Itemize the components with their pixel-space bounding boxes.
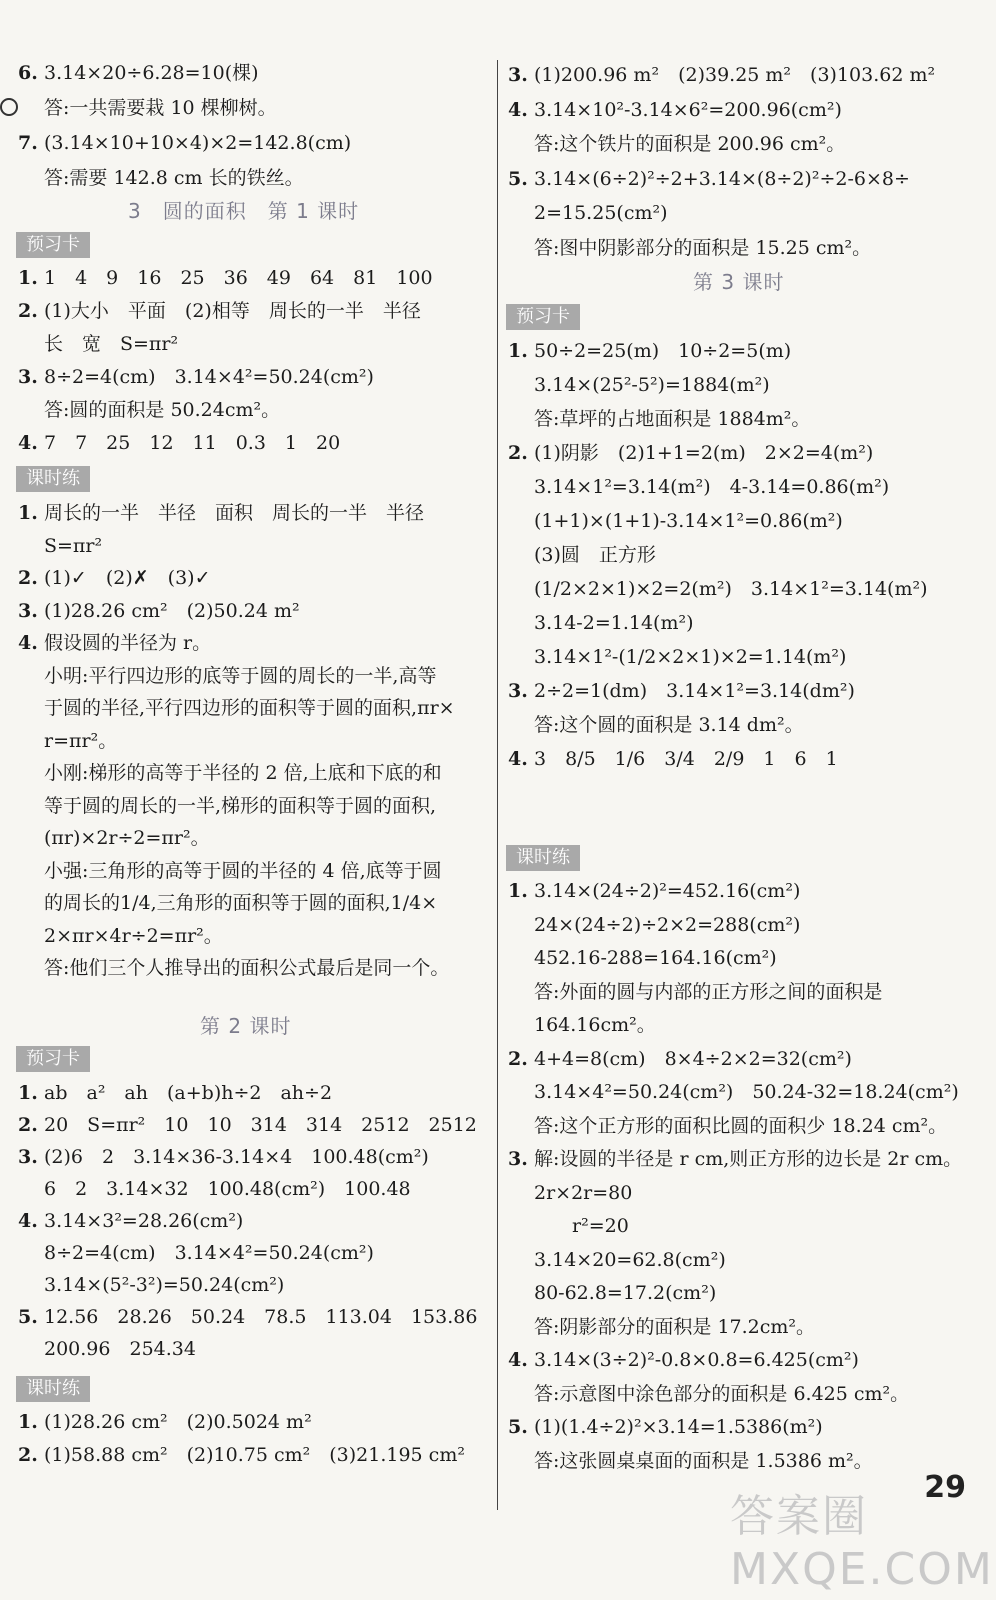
answer-line xyxy=(18,760,442,786)
answer-line xyxy=(18,60,259,86)
answer-line xyxy=(508,200,668,226)
answer-text: 8÷2=4(cm) 3.14×4²=50.24(cm²) xyxy=(44,1242,374,1264)
answer-text: 452.16-288=164.16(cm²) xyxy=(534,947,777,969)
answer-text: 小强:三角形的高等于圆的半径的 4 倍,底等于圆 xyxy=(44,859,442,882)
answer-text: 2÷2=1(dm) 3.14×1²=3.14(dm²) xyxy=(534,680,855,702)
answer-text: 3.14×(24÷2)²=452.16(cm²) xyxy=(534,880,801,902)
answer-text: ab a² ah (a+b)h÷2 ah÷2 xyxy=(44,1082,333,1104)
answer-line xyxy=(508,878,800,904)
item-number: 1. xyxy=(18,1411,38,1433)
answer-text: 1 4 9 16 25 36 49 64 81 100 xyxy=(44,267,433,289)
answer-line xyxy=(508,97,842,123)
section-title-lesson1: 3 圆的面积 第 1 课时 xyxy=(128,199,360,223)
answer-text: 小刚:梯形的高等于半径的 2 倍,上底和下底的和 xyxy=(44,762,442,784)
answer-line xyxy=(18,130,351,156)
answer-line xyxy=(508,1146,962,1172)
answer-line xyxy=(18,298,421,324)
answer-line xyxy=(508,474,889,500)
answer-line xyxy=(18,598,300,624)
answer-text: 2×πr×4r÷2=πr²。 xyxy=(44,924,223,947)
answer-line xyxy=(508,406,810,432)
answer-text: S=πr² xyxy=(44,534,103,557)
answer-text: 200.96 254.34 xyxy=(44,1338,196,1360)
answer-text: 2=15.25(cm²) xyxy=(534,202,668,224)
item-number: 5. xyxy=(508,1416,528,1438)
item-number: 1. xyxy=(18,502,38,524)
answer-line xyxy=(508,508,843,534)
watermark: 答案圈 MXQE.COM xyxy=(730,1491,994,1595)
answer-text: 3.14×1²=3.14(m²) 4-3.14=0.86(m²) xyxy=(534,476,890,498)
item-number: 2. xyxy=(18,567,38,589)
item-number: 2. xyxy=(18,1444,38,1466)
answer-line xyxy=(18,1304,477,1330)
answer-line xyxy=(18,1240,374,1266)
item-number: 4. xyxy=(18,432,38,454)
answer-line xyxy=(18,1112,477,1138)
answer-line xyxy=(18,95,277,121)
answer-text: 3.14×10²-3.14×6²=200.96(cm²) xyxy=(534,98,842,121)
answer-text: (1+1)×(1+1)-3.14×1²=0.86(m²) xyxy=(534,510,843,532)
answer-text: 答:他们三个人推导出的面积公式最后是同一个。 xyxy=(44,957,450,979)
item-number: 1. xyxy=(18,267,38,289)
answer-line xyxy=(18,1272,284,1298)
answer-text: (1)28.26 cm² (2)0.5024 m² xyxy=(44,1411,312,1433)
answer-line xyxy=(508,644,846,670)
answer-text: 20 S=πr² 10 10 314 314 2512 2512 xyxy=(44,1114,477,1136)
answer-line xyxy=(508,576,928,602)
section-title-lesson2: 第 2 课时 xyxy=(200,1014,292,1038)
answer-text: (3)圆 正方形 xyxy=(534,544,656,566)
preview-card-tag: 预习卡 xyxy=(16,232,90,258)
answer-text: 假设圆的半径为 r。 xyxy=(44,632,212,654)
answer-line xyxy=(508,1012,656,1038)
answer-text: 3.14×(6÷2)²÷2+3.14×(8÷2)²÷2-6×8÷ xyxy=(534,167,910,190)
answer-line xyxy=(508,746,838,772)
item-number: 4. xyxy=(508,1349,528,1371)
answer-line xyxy=(508,979,882,1005)
answer-line xyxy=(18,695,455,721)
item-number: 1. xyxy=(508,340,528,362)
answer-text: (1)200.96 m² (2)39.25 m² (3)103.62 m² xyxy=(534,64,936,86)
answer-line xyxy=(18,793,436,819)
answer-line xyxy=(508,1180,632,1206)
answer-text: 24×(24÷2)÷2×2=288(cm²) xyxy=(534,913,801,936)
answer-text: 3.14×(3÷2)²-0.8×0.8=6.425(cm²) xyxy=(534,1349,859,1371)
answer-text: 2r×2r=80 xyxy=(534,1181,633,1204)
answer-line xyxy=(18,397,280,423)
answer-line xyxy=(508,1280,716,1306)
item-number: 6. xyxy=(18,62,38,84)
answer-text: 3 8/5 1/6 3/4 2/9 1 6 1 xyxy=(534,748,838,770)
answer-text: (1/2×2×1)×2=2(m²) 3.14×1²=3.14(m²) xyxy=(534,578,928,600)
answer-text: 3.14×4²=50.24(cm²) 50.24-32=18.24(cm²) xyxy=(534,1081,959,1103)
page-number: 29 xyxy=(924,1470,966,1505)
answer-line xyxy=(508,131,845,157)
left-column xyxy=(0,0,500,1500)
answer-line xyxy=(508,1347,859,1373)
answer-line xyxy=(508,542,656,568)
item-number: 7. xyxy=(18,132,38,154)
item-number: 3. xyxy=(508,1148,528,1170)
answer-line xyxy=(18,890,437,916)
preview-card-tag: 预习卡 xyxy=(16,1046,90,1072)
answer-text: 3.14×20÷6.28=10(棵) xyxy=(44,62,259,84)
answer-line xyxy=(508,945,777,971)
item-number: 4. xyxy=(508,748,528,770)
answer-line xyxy=(18,500,424,526)
answer-text: (1)28.26 cm² (2)50.24 m² xyxy=(44,599,300,622)
answer-text: (1)(1.4÷2)²×3.14=1.5386(m²) xyxy=(534,1416,823,1438)
answer-line xyxy=(18,165,304,191)
answer-text: (2)6 2 3.14×36-3.14×4 100.48(cm²) xyxy=(44,1146,429,1168)
answer-text: 答:阴影部分的面积是 17.2cm²。 xyxy=(534,1315,816,1338)
item-number: 2. xyxy=(508,1047,528,1070)
item-number: 5. xyxy=(508,167,528,190)
item-number: 1. xyxy=(18,1082,38,1104)
answer-text: 50÷2=25(m) 10÷2=5(m) xyxy=(534,340,792,362)
answer-line xyxy=(508,1113,947,1139)
answer-text: 3.14×20=62.8(cm²) xyxy=(534,1248,726,1271)
answer-line xyxy=(508,62,935,88)
answer-text: 3.14-2=1.14(m²) xyxy=(534,612,694,634)
answer-line xyxy=(508,1046,852,1072)
answer-line xyxy=(18,858,442,884)
answer-line xyxy=(508,1079,959,1105)
answer-text: 3.14×1²-(1/2×2×1)×2=1.14(m²) xyxy=(534,646,847,668)
answer-line xyxy=(508,1314,815,1340)
answer-line xyxy=(18,1208,243,1234)
answer-text: 80-62.8=17.2(cm²) xyxy=(534,1282,717,1304)
answer-text: 答:草坪的占地面积是 1884m²。 xyxy=(534,408,811,430)
item-number: 2. xyxy=(18,1114,38,1136)
answer-text: 答:图中阴影部分的面积是 15.25 cm²。 xyxy=(534,236,872,259)
answer-line xyxy=(18,923,223,949)
item-number: 3. xyxy=(18,1146,38,1168)
answer-line xyxy=(18,265,433,291)
answer-text: 答:外面的圆与内部的正方形之间的面积是 xyxy=(534,980,883,1003)
answer-text: 小明:平行四边形的底等于圆的周长的一半,高等 xyxy=(44,664,437,687)
answer-line xyxy=(508,166,910,192)
answer-text: 答:示意图中涂色部分的面积是 6.425 cm²。 xyxy=(534,1382,910,1405)
answer-line xyxy=(18,1144,429,1170)
item-number: 2. xyxy=(18,300,38,322)
answer-line xyxy=(18,1080,332,1106)
answer-text: 12.56 28.26 50.24 78.5 113.04 153.86 xyxy=(44,1306,478,1328)
answer-line xyxy=(508,912,800,938)
item-number: 1. xyxy=(508,880,528,902)
answer-text: 164.16cm²。 xyxy=(534,1014,656,1036)
answer-line xyxy=(508,610,694,636)
answer-text: 4+4=8(cm) 8×4÷2×2=32(cm²) xyxy=(534,1047,852,1070)
answer-text: 周长的一半 半径 面积 周长的一半 半径 xyxy=(44,502,425,524)
answer-line xyxy=(18,1336,196,1362)
answer-text: 解:设圆的半径是 r cm,则正方形的边长是 2r cm。 xyxy=(534,1148,963,1170)
answer-text: (1)✓ (2)✗ (3)✓ xyxy=(44,567,211,589)
answer-line xyxy=(18,1442,465,1468)
answer-line xyxy=(18,825,210,851)
answer-line xyxy=(18,1176,411,1202)
answer-text: 答:这个正方形的面积比圆的面积少 18.24 cm²。 xyxy=(534,1114,948,1137)
answer-text: 于圆的半径,平行四边形的面积等于圆的面积,πr× xyxy=(44,697,455,719)
right-column xyxy=(500,0,996,1500)
answer-text: 答:圆的面积是 50.24cm²。 xyxy=(44,399,281,421)
answer-text: 等于圆的周长的一半,梯形的面积等于圆的面积, xyxy=(44,794,437,817)
answer-line xyxy=(18,364,374,390)
item-number: 3. xyxy=(508,64,528,86)
answer-line xyxy=(18,955,449,981)
answer-line xyxy=(508,1247,726,1273)
answer-text: r=πr²。 xyxy=(44,729,118,752)
answer-text: 长 宽 S=πr² xyxy=(44,333,179,355)
answer-line xyxy=(18,565,211,591)
answer-line xyxy=(508,372,770,398)
answer-line xyxy=(18,663,436,689)
answer-text: 7 7 25 12 11 0.3 1 20 xyxy=(44,432,341,454)
answer-text: 的周长的1/4,三角形的面积等于圆的面积,1/4× xyxy=(44,892,438,914)
item-number: 3. xyxy=(18,599,38,622)
answer-line xyxy=(508,235,871,261)
answer-text: 答:这张圆桌桌面的面积是 1.5386 m²。 xyxy=(534,1449,873,1472)
preview-card-tag: 预习卡 xyxy=(506,304,580,330)
answer-line xyxy=(18,728,117,754)
answer-text: 8÷2=4(cm) 3.14×4²=50.24(cm²) xyxy=(44,366,374,388)
item-number: 5. xyxy=(18,1306,38,1328)
answer-line xyxy=(508,1213,629,1239)
answer-line xyxy=(508,712,804,738)
answer-text: (1)大小 平面 (2)相等 周长的一半 半径 xyxy=(44,300,421,322)
practice-tag: 课时练 xyxy=(506,845,580,871)
answer-line xyxy=(18,430,340,456)
answer-text: 答:需要 142.8 cm 长的铁丝。 xyxy=(44,167,304,189)
answer-text: 3.14×(25²-5²)=1884(m²) xyxy=(534,374,770,396)
item-number: 3. xyxy=(508,680,528,702)
practice-tag: 课时练 xyxy=(16,466,90,492)
answer-line xyxy=(508,1414,823,1440)
answer-text: r²=20 xyxy=(534,1215,629,1237)
answer-text: 答:这个圆的面积是 3.14 dm²。 xyxy=(534,714,804,736)
answer-text: 3.14×(5²-3²)=50.24(cm²) xyxy=(44,1274,285,1296)
answer-text: (1)阴影 (2)1+1=2(m) 2×2=4(m²) xyxy=(534,442,874,464)
answer-line xyxy=(508,440,873,466)
answer-line xyxy=(508,1448,873,1474)
answer-line xyxy=(18,630,211,656)
answer-line xyxy=(18,331,178,357)
item-number: 3. xyxy=(18,366,38,388)
answer-text: (πr)×2r÷2=πr²。 xyxy=(44,827,210,849)
answer-line xyxy=(18,533,102,559)
answer-line xyxy=(18,1409,312,1435)
item-number: 4. xyxy=(18,632,38,654)
answer-text: 答:一共需要栽 10 棵柳树。 xyxy=(44,97,277,119)
answer-text: 6 2 3.14×32 100.48(cm²) 100.48 xyxy=(44,1178,411,1200)
item-number: 4. xyxy=(18,1210,38,1232)
answer-text: 答:这个铁片的面积是 200.96 cm²。 xyxy=(534,133,846,155)
answer-text: (3.14×10+10×4)×2=142.8(cm) xyxy=(44,132,352,154)
section-title-lesson3: 第 3 课时 xyxy=(693,270,785,294)
answer-line xyxy=(508,338,791,364)
answer-text: (1)58.88 cm² (2)10.75 cm² (3)21.195 cm² xyxy=(44,1444,465,1466)
item-number: 4. xyxy=(508,98,528,121)
item-number: 2. xyxy=(508,442,528,464)
answer-line xyxy=(508,678,855,704)
practice-tag: 课时练 xyxy=(16,1376,90,1402)
answer-line xyxy=(508,1381,909,1407)
answer-text: 3.14×3²=28.26(cm²) xyxy=(44,1210,244,1232)
